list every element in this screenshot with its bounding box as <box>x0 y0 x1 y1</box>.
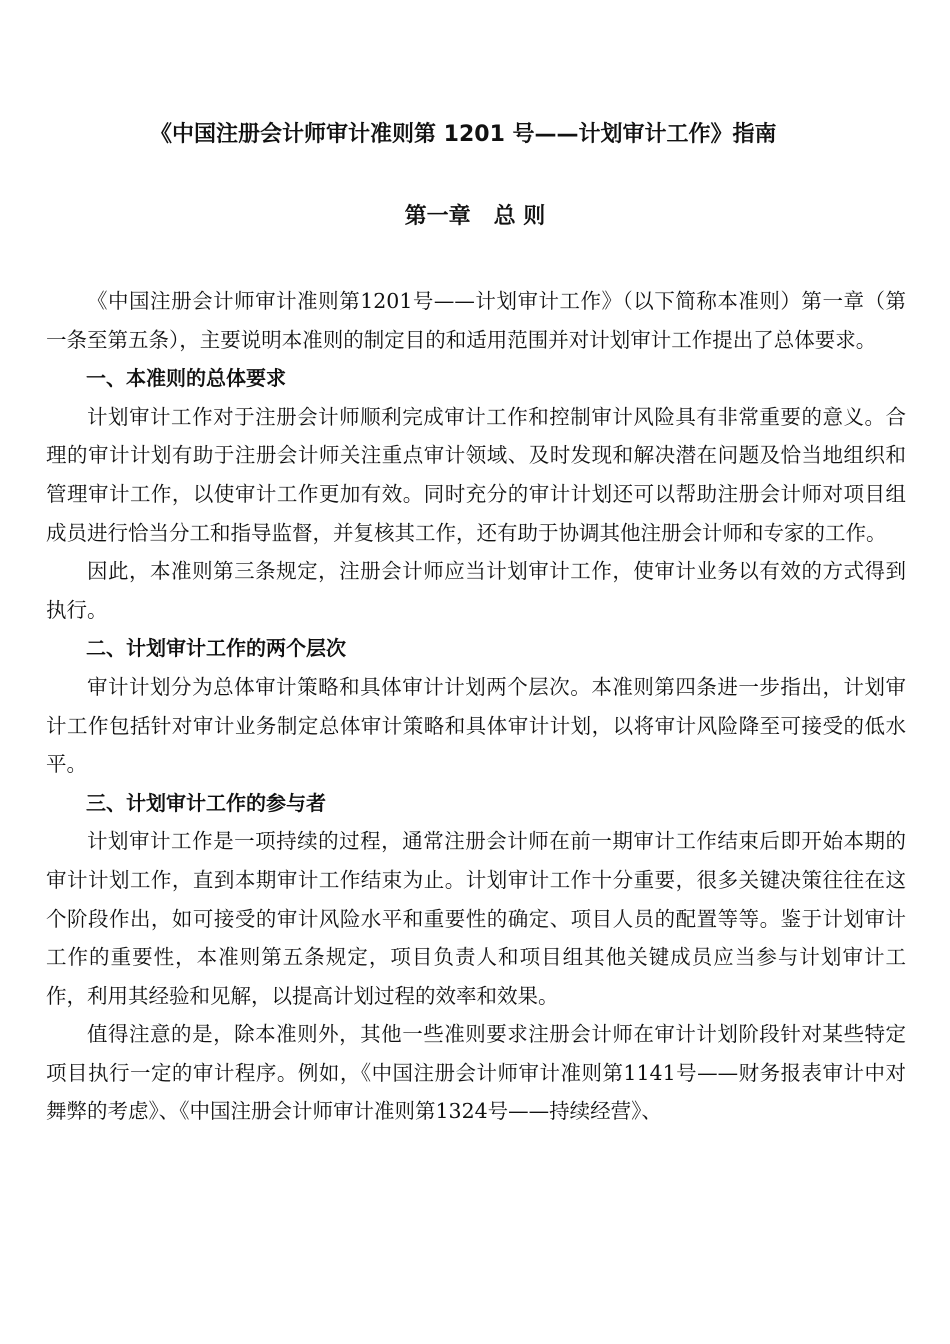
chapter-heading: 第一章 总 则 <box>404 204 546 229</box>
section-3-paragraph-2: 值得注意的是，除本准则外，其他一些准则要求注册会计师在审计计划阶段针对某些特定项目执行一定的审计程序。例如，《中国注册会计师审计准则第1141号——财务报表审计中对舞弊的考虑》、《中国注册会计师审计准则第1324号——持续经营》、 <box>46 1022 906 1124</box>
section-heading-2: 二、计划审计工作的两个层次 <box>86 636 346 661</box>
section-heading-1: 一、本准则的总体要求 <box>86 366 286 391</box>
section-3-paragraph-1: 计划审计工作是一项持续的过程，通常注册会计师在前一期审计工作结束后即开始本期的审计计划工作，直到本期审计工作结束为止。计划审计工作十分重要，很多关键决策往往在这个阶段作出，如可接受的审计风险水平和重要性的确定、项目人员的配置等等。鉴于计划审计工作的重要性，本准则第五条规定，项目负责人和项目组其他关键成员应当参与计划审计工作，利用其经验和见解，以提高计划过程的效率和效果。 <box>46 829 906 1008</box>
section-1-paragraph-1: 计划审计工作对于注册会计师顺利完成审计工作和控制审计风险具有非常重要的意义。合理的审计计划有助于注册会计师关注重点审计领域、及时发现和解决潜在问题及恰当地组织和管理审计工作，以使审计工作更加有效。同时充分的审计计划还可以帮助注册会计师对项目组成员进行恰当分工和指导监督，并复核其工作，还有助于协调其他注册会计师和专家的工作。 <box>46 404 906 545</box>
document-body <box>46 282 906 1131</box>
section-2-paragraph-1: 审计计划分为总体审计策略和具体审计计划两个层次。本准则第四条进一步指出，计划审计工作包括针对审计业务制定总体审计策略和具体审计计划，以将审计风险降至可接受的低水平。 <box>46 674 906 777</box>
document-title: 《中国注册会计师审计准则第 1201 号——计划审计工作》指南 <box>150 122 777 147</box>
section-heading-3: 三、计划审计工作的参与者 <box>86 790 326 815</box>
section-1-paragraph-2: 因此，本准则第三条规定，注册会计师应当计划审计工作，使审计业务以有效的方式得到执行。 <box>46 559 906 622</box>
intro-paragraph: 《中国注册会计师审计准则第1201号——计划审计工作》（以下简称本准则）第一章（第一条至第五条），主要说明本准则的制定目的和适用范围并对计划审计工作提出了总体要求。 <box>46 289 906 352</box>
